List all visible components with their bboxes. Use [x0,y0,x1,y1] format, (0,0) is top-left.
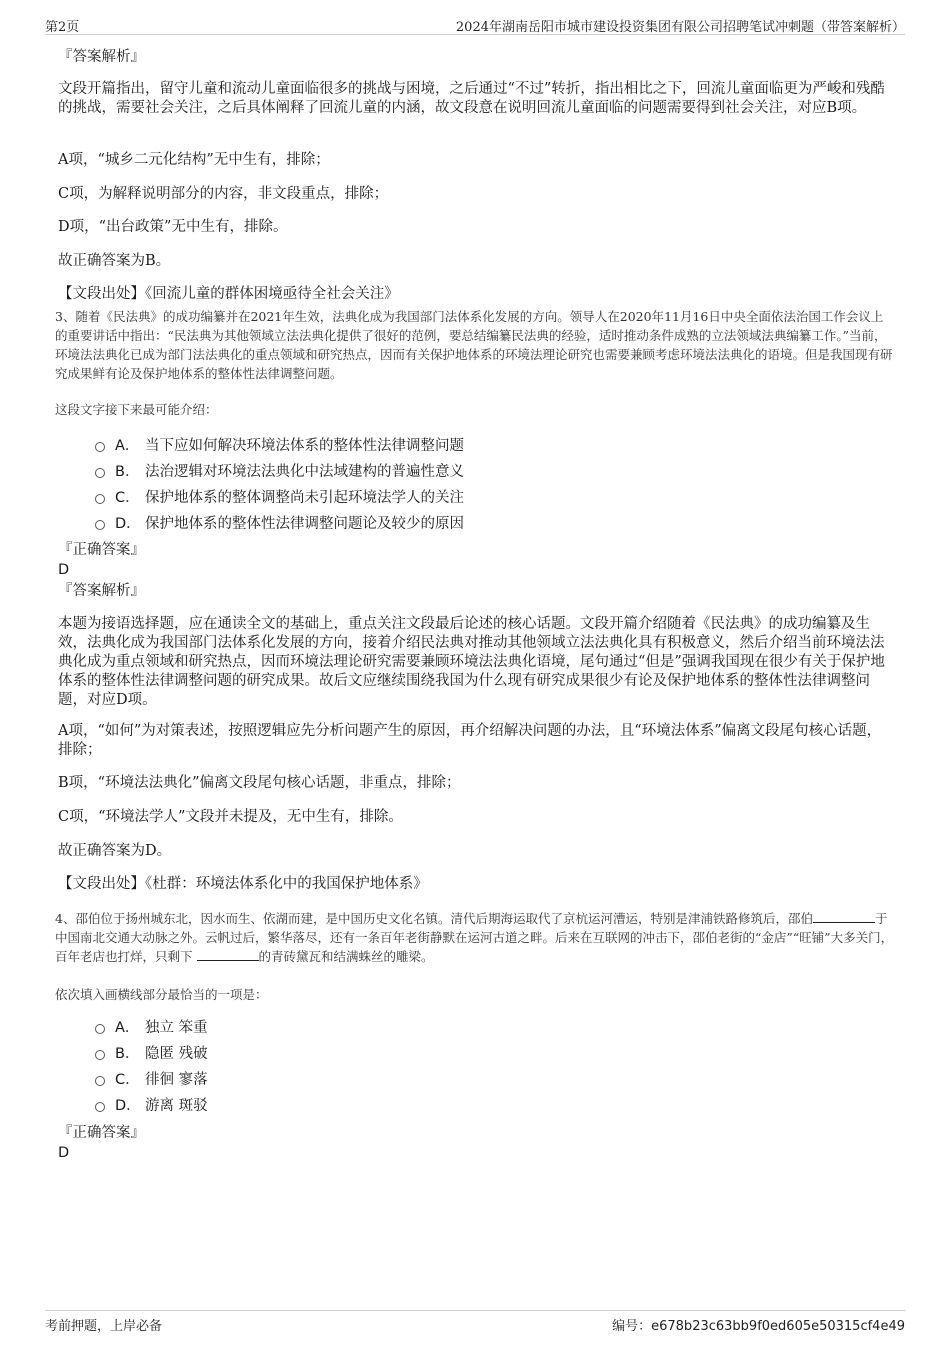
q2-point-d: D项，“出台政策”无中生有，排除。 [58,219,288,235]
q2-conclusion: 故正确答案为B。 [58,253,171,269]
q4-option-c[interactable]: C． 徘徊 寥落 [95,1067,795,1093]
q3-source: 【文段出处】《杜群：环境法体系化中的我国保护地体系》 [58,876,428,892]
q3-stem: 3、随着《民法典》的成功编纂并在2021年生效，法典化成为我国部门法体系化发展的方向。领导人在2020年11月16日中央全面依法治国工作会议上的重要讲话中指出：“民法典为其他领域立法法典化提供了很好的范例，要总结编纂民法典的经验，适时推动条件成熟的立法领域法典编纂工作。”当前，环境法法典化已成为部门法法典化的重点领域和研究热点，因而有关保护地体系的环境法理论研究也需要兼顾考虑环境法法典化的语境。但是我国现有研究成果鲜有论及保护地体系的整体性法律调整问题。 [55,309,893,381]
q3-option-d[interactable]: D． 保护地体系的整体性法律调整问题论及较少的原因 [95,511,795,537]
q2-source: 【文段出处】《回流儿童的群体困境亟待全社会关注》 [58,286,399,302]
q4-correct-label: 『正确答案』 [58,1125,145,1141]
q3-point-c: C项，“环境法学人”文段并未提及，无中生有，排除。 [58,809,403,825]
q4-option-d[interactable]: D． 游离 斑驳 [95,1093,795,1119]
page-number: 第2页 [45,20,80,35]
q3-correct-label: 『正确答案』 [58,542,145,558]
q2-analysis-paragraph: 文段开篇指出，留守儿童和流动儿童面临很多的挑战与困境，之后通过“不过”转折，指出相比之下，回流儿童面临更为严峻和残酷的挑战，需要社会关注，之后具体阐释了回流儿童的内涵，故文段意在说明回流儿童面临的问题需要得到社会关注，对应B项。 [58,81,885,116]
q3-point-b: B项，“环境法法典化”偏离文段尾句核心话题，非重点，排除； [58,775,461,791]
q3-point-a: A项，“如何”为对策表述，按照逻辑应先分析问题产生的原因，再介绍解决问题的办法，且“环境法体系”偏离文段尾句核心话题，排除； [58,723,882,758]
q3-option-c[interactable]: C． 保护地体系的整体调整尚未引起环境法学人的关注 [95,485,795,511]
q2-point-a: A项，“城乡二元化结构”无中生有，排除； [58,152,330,168]
q3-option-b[interactable]: B． 法治逻辑对环境法法典化中法域建构的普遍性意义 [95,459,795,485]
document-code: 编号：e678b23c63bb9f0ed605e50315cf4e49 [612,1319,905,1334]
q3-prompt: 这段文字接下来最可能介绍： [55,402,218,417]
q2-point-c: C项，为解释说明部分的内容，非文段重点，排除； [58,186,389,202]
footer-slogan: 考前押题，上岸必备 [45,1319,163,1334]
document-title: 2024年湖南岳阳市城市建设投资集团有限公司招聘笔试冲刺题（带答案解析） [455,20,905,35]
radio-icon[interactable] [95,1102,105,1112]
radio-icon[interactable] [95,468,105,478]
q4-option-a[interactable]: A． 独立 笨重 [95,1015,795,1041]
q3-options [95,433,795,537]
fill-blank-2 [197,948,259,961]
q2-analysis-label: 『答案解析』 [58,49,145,65]
q4-option-b[interactable]: B． 隐匿 残破 [95,1041,795,1067]
page-footer [45,1310,905,1335]
q4-prompt: 依次填入画横线部分最恰当的一项是： [55,987,268,1002]
q4-options [95,1015,795,1119]
q3-analysis-paragraph: 本题为接语选择题，应在通读全文的基础上，重点关注文段最后论述的核心话题。文段开篇介绍随着《民法典》的成功编纂及生效，法典化成为我国部门法体系化发展的方向，接着介绍民法典对推动其他领域立法法典化具有积极意义，然后介绍当前环境法法典化成为重点领域和研究热点，因而环境法理论研究需要兼顾环境法法典化语境，尾句通过“但是”强调我国现在很少有关于保护地体系的整体性法律调整问题的研究成果。故后文应继续围绕我国为什么现有研究成果很少有论及保护地体系的整体性法律调整问题，对应D项。 [58,616,885,708]
radio-icon[interactable] [95,1024,105,1034]
q4-correct-answer: D [58,1145,70,1161]
radio-icon[interactable] [95,1050,105,1060]
page-header [45,14,905,35]
fill-blank-1 [813,910,875,923]
radio-icon[interactable] [95,1076,105,1086]
radio-icon[interactable] [95,442,105,452]
q3-conclusion: 故正确答案为D。 [58,843,172,859]
radio-icon[interactable] [95,520,105,530]
q3-option-a[interactable]: A． 当下应如何解决环境法体系的整体性法律调整问题 [95,433,795,459]
radio-icon[interactable] [95,494,105,504]
q3-analysis-label: 『答案解析』 [58,583,145,599]
q3-correct-answer: D [58,562,70,578]
q4-stem: 4、邵伯位于扬州城东北，因水而生、依湖而建，是中国历史文化名镇。清代后期海运取代了京杭运河漕运，特别是津浦铁路修筑后，邵伯 于中国南北交通大动脉之外。云帆过后，繁华落尽，还有一条百年老街静默在运河古道之畔。后来在互联网的冲击下，邵伯老街的“金店”“旺铺”大多关门，百年老店也打烊，只剩下 的青砖黛瓦和结满蛛丝的雕梁。 [55,911,894,964]
